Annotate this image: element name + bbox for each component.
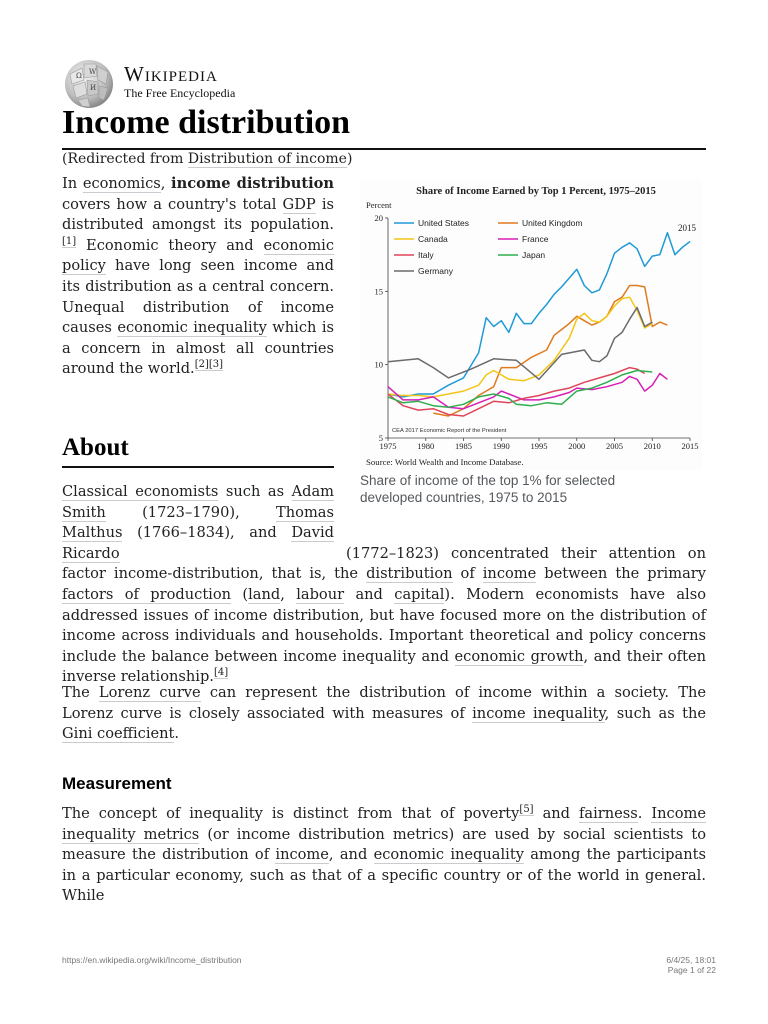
text: which is a concern in almost all countries around the world. [62,319,334,378]
ref-4[interactable]: [4] [213,667,229,679]
link-economic-policy[interactable]: economic policy [62,236,334,275]
text: (1766–1834), and [122,524,292,542]
footer-meta [666,955,716,975]
link-classical-economists[interactable]: Classical economists [62,483,219,500]
site-tagline: The Free Encyclopedia [124,86,236,100]
x-tick-label: 2005 [606,441,623,451]
measurement-paragraph-1 [62,804,706,907]
link-income-inequality-metrics[interactable]: Income inequality metrics [62,805,706,843]
link-gini-coefficient[interactable]: Gini coefficient [62,725,175,743]
link-economics[interactable]: economics [82,175,161,192]
series-line-italy [388,368,645,416]
ref-5[interactable]: [5] [519,804,534,816]
text: and [344,585,395,603]
link-fairness[interactable]: fairness [578,805,638,822]
y-tick-label: 20 [374,213,383,223]
x-tick-label: 2010 [643,441,661,451]
text: , and their often inverse relationship. [62,647,706,686]
text: , such as the [604,704,707,722]
legend-label: France [522,234,549,244]
link-factors-of-production[interactable]: factors of production [62,585,232,603]
series-line-japan [388,371,652,408]
text: , [280,585,297,603]
link-lorenz-curve[interactable]: Lorenz curve [98,684,201,701]
text: among the participants in a particular economy, such as that of a specific country or of the world in general. While [62,846,706,905]
heading-divider [62,466,334,468]
x-tick-label: 1980 [417,441,435,451]
text: covers how a country's total [62,195,283,213]
link-income[interactable]: income [482,565,537,583]
section-heading-measurement: Measurement [62,774,172,793]
link-distribution[interactable]: distribution [366,565,453,583]
y-tick-label: 5 [378,433,383,443]
text: between the primary [536,565,706,583]
page-title: Income distribution [62,104,351,141]
redirect-prefix: (Redirected from [62,151,188,167]
intro-paragraph [62,174,334,380]
text: have long seen income and its distribution as a central concern. Unequal distribution of income causes [62,257,334,337]
text: (1772–1823) concentrated their attention on factor income-distribution, that is, the [62,544,706,583]
text: In [62,175,83,192]
legend-label: Italy [418,250,434,260]
narrow-line-1 [62,482,334,564]
text: , [160,175,172,192]
link-economic-growth[interactable]: economic growth [454,647,584,665]
chart-title: Share of Income Earned by Top 1 Percent, 1975–2015 [416,186,656,197]
text: of [452,565,483,583]
x-tick-label: 2000 [568,441,586,451]
chart-annotation-year: 2015 [678,223,696,233]
redirect-note [62,151,352,167]
link-land[interactable]: land [248,585,281,603]
legend-label: Canada [418,234,448,244]
x-tick-label: 2015 [681,441,699,451]
x-tick-label: 1985 [455,441,472,451]
wikipedia-globe-icon[interactable] [62,58,116,110]
text: ( [231,585,249,603]
text: (or income distribution metrics) are used by social scientists to measure the distribution of [62,825,707,864]
chart-axes [375,213,699,451]
svg-text:W: W [89,68,97,76]
section-heading-about: About [62,434,129,461]
legend-label: Germany [418,266,453,276]
redirect-link[interactable]: Distribution of income [187,151,347,167]
footer-date: 6/4/25, 18:01 [666,955,716,965]
text: The concept of inequality is distinct from that of poverty [62,805,520,822]
link-economic-inequality-2[interactable]: economic inequality [373,846,524,864]
about-paragraph-1 [62,482,706,688]
svg-text:Ω: Ω [76,72,82,80]
chart-inner-note: CEA 2017 Economic Report of the President [392,428,507,434]
text: such as [218,483,292,500]
text: The [62,684,99,701]
y-tick-label: 10 [374,359,383,370]
text: , and [328,846,374,864]
series-line-united-kingdom [433,286,667,417]
link-income-2[interactable]: income [275,846,329,864]
x-tick-label: 1975 [379,441,397,451]
chart-series [388,233,690,416]
text: and [533,805,579,822]
legend-label: Japan [522,250,546,260]
link-gdp[interactable]: GDP [282,195,316,213]
link-adam-smith[interactable]: Adam Smith [62,483,334,521]
link-labour[interactable]: labour [296,585,345,603]
figure-caption: Share of income of the top 1% for selected developed countries, 1975 to 2015 [360,473,616,505]
title-divider [62,148,706,150]
text: can represent the distribution of income within a society. The Lorenz curve is closely associated with measures of [62,684,706,722]
x-tick-label: 1990 [492,441,510,451]
text: . [637,805,652,822]
y-tick-label: 15 [374,286,383,297]
text: (1723–1790), [105,503,277,521]
bold-term: income distribution [171,175,335,192]
site-wordmark[interactable]: Wikipedia [124,62,218,86]
legend-label: United States [418,218,470,228]
link-thomas-malthus[interactable]: Thomas Malthus [62,503,334,542]
text: ). Modern economists have also addressed issues of income distribution, but have focused more on the distribution of income across individuals and households. Important theoretical and policy concerns include the balance between income inequality and [62,585,706,665]
footer-url: https://en.wikipedia.org/wiki/Income_distribution [62,955,242,965]
redirect-suffix: ) [346,151,353,167]
text: is distributed amongst its population. [62,195,334,234]
legend-label: United Kingdom [522,218,583,228]
chart-ylabel: Percent [366,200,392,210]
ref-2[interactable]: [2] [194,359,209,371]
text: Economic theory and [76,236,264,254]
chart-figure [360,180,702,506]
text: . [174,725,180,743]
link-economic-inequality[interactable]: economic inequality [117,319,267,337]
link-income-inequality[interactable]: income inequality [472,704,605,722]
chart-legend [394,218,582,276]
income-share-chart [360,180,702,470]
footer-page: Page 1 of 22 [667,965,716,975]
ref-3[interactable]: [3] [208,359,224,371]
chart-source: Source: World Wealth and Income Database. [366,457,524,467]
about-paragraph-2 [62,683,706,745]
chart-image[interactable] [360,180,702,470]
x-tick-label: 1995 [530,441,548,451]
series-line-canada [388,297,652,397]
link-david-ricardo[interactable]: David Ricardo [62,524,334,562]
svg-text:И: И [90,84,97,92]
ref-1[interactable]: [1] [62,235,77,247]
link-capital[interactable]: capital [394,585,445,603]
